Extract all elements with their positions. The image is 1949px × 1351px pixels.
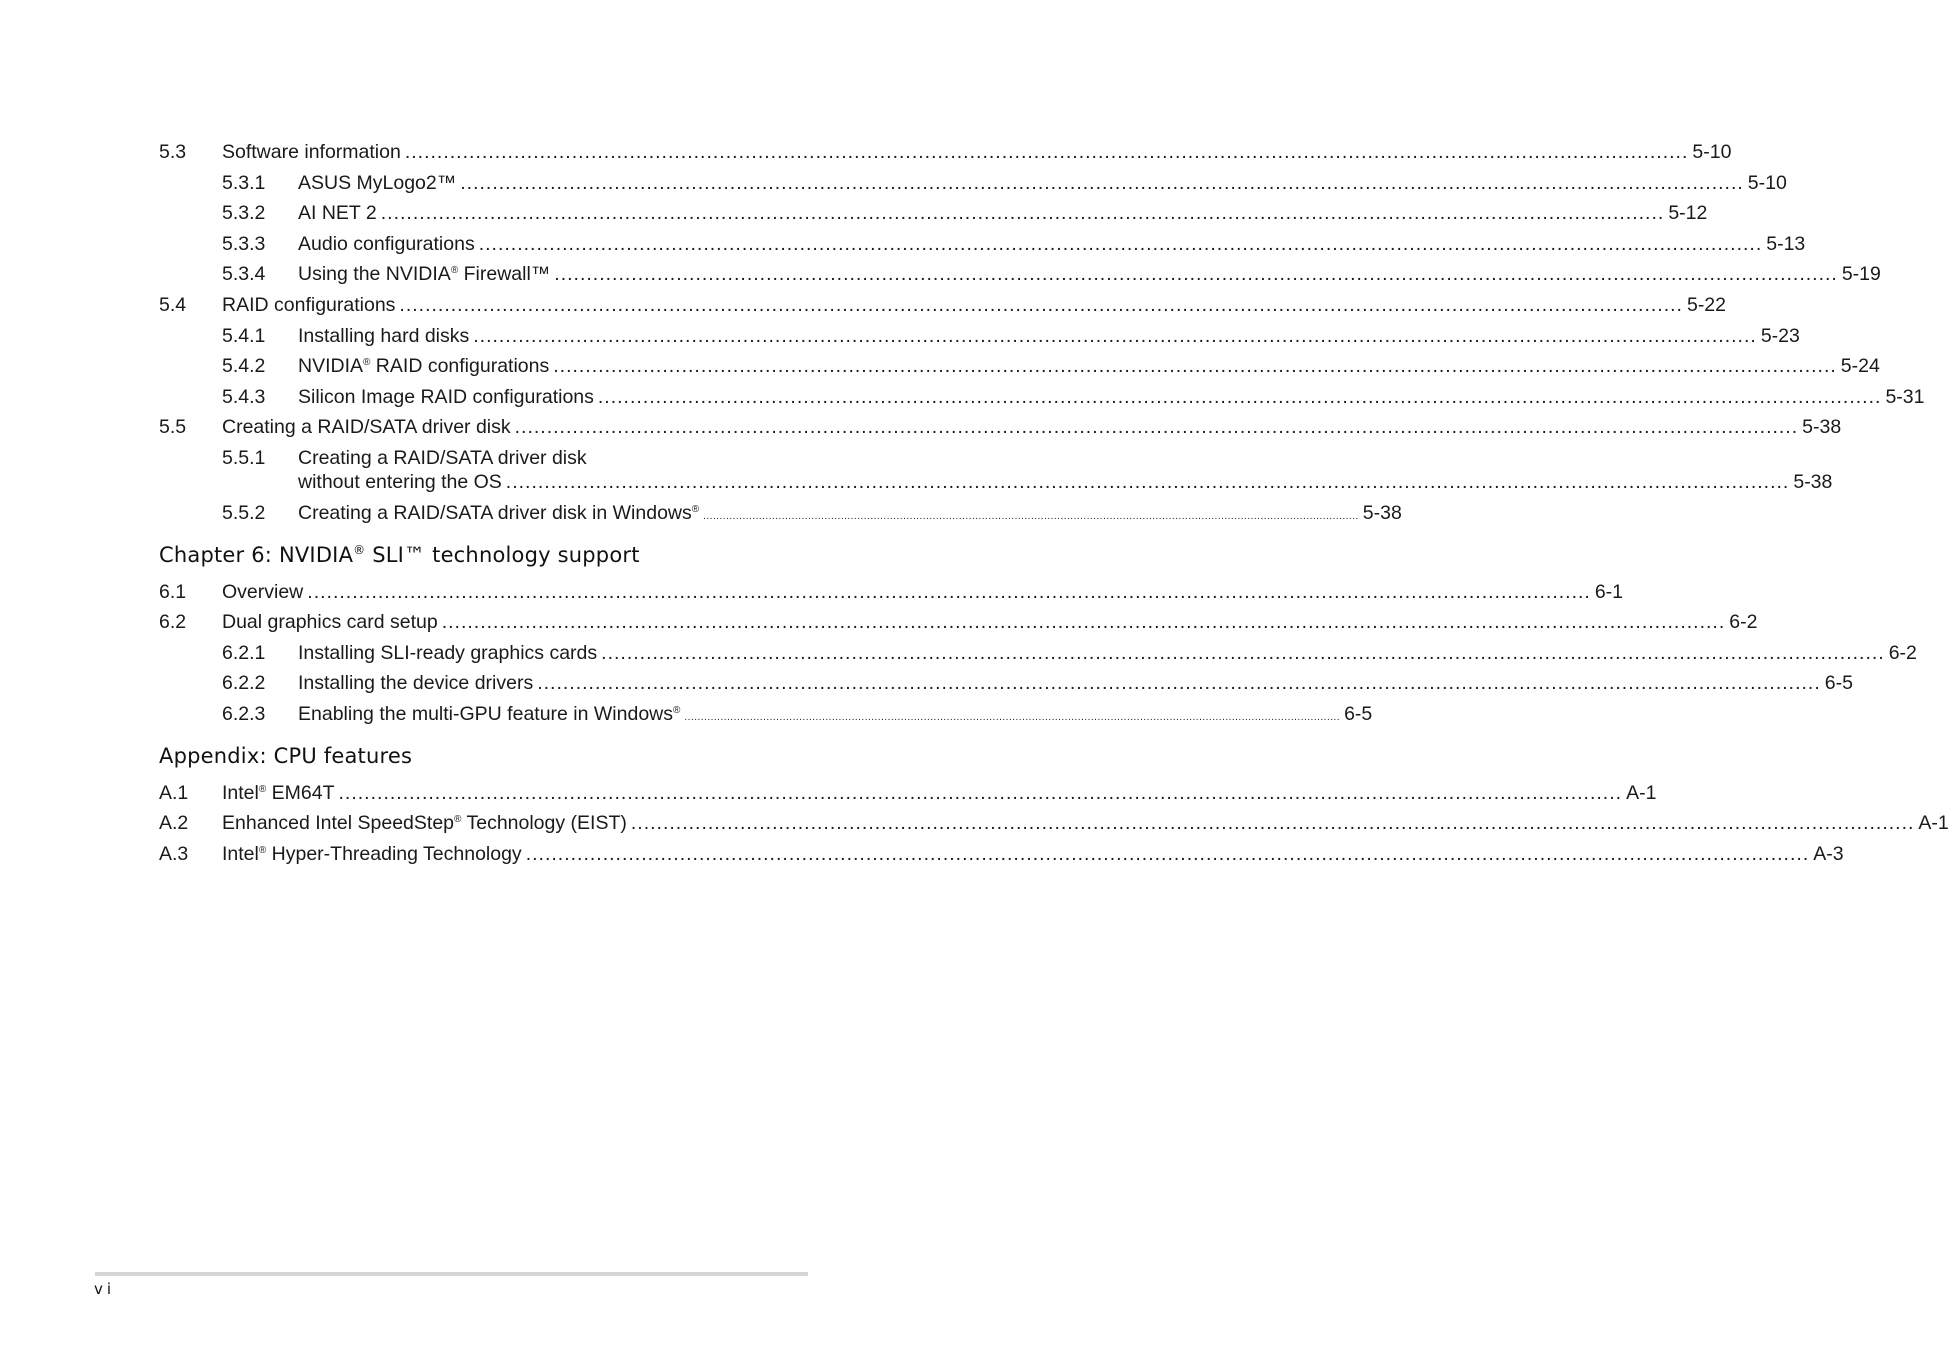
dot-leader: ........................................................................................................................................................................................................ [537,672,1821,695]
entry-title-suffix: EM64T [266,781,335,804]
entry-title-suffix: Firewall™ [458,263,551,286]
entry-page-number: 6-2 [1888,641,1917,664]
toc-entry[interactable] [159,382,1925,413]
dot-leader: ........................................................................................................................................................................................................ [630,812,1915,835]
entry-number: A.3 [159,842,189,865]
entry-line [298,351,1880,382]
entry-line [222,577,1624,608]
entry-page-number: 5-22 [1686,293,1726,316]
entry-title-text: Silicon Image RAID configurations [298,385,594,408]
entry-line [298,699,1373,734]
entry-number: 6.2 [159,611,187,634]
entry-title [222,607,438,638]
entry-title-text: ASUS MyLogo2™ [298,171,457,194]
dot-leader: ........................................................................................................................................................................................................ [338,781,1623,804]
entry-number: A.2 [159,812,189,835]
toc-entry[interactable] [159,607,1758,638]
dot-leader: ........................................................................................................................................................................................................ [514,416,1799,439]
entry-line [298,668,1853,699]
entry-number: 5.4.3 [222,385,266,408]
entry-line [298,321,1800,352]
dot-leader: ........................................................................................................................................................................................................ [601,641,1885,664]
entry-page-number: 6-5 [1824,672,1853,695]
registered-mark: ® [363,357,371,369]
entry-title-text: Creating a RAID/SATA driver disk in Windows [298,501,692,524]
entry-title-text: Intel [222,781,259,804]
entry-page-number: 5-10 [1747,171,1787,194]
dot-leader: ........................................................................................................................................................................................................ [441,611,1726,634]
section-heading [159,730,776,778]
entry-title-text: without entering the OS [298,471,502,494]
entry-title-text: AI NET 2 [298,202,377,225]
entry-title [298,229,475,260]
dot-leader: ........................................................................................................................................................................................................ [404,141,1689,163]
registered-mark: ® [258,783,267,795]
entry-title-text: Software information [222,141,401,163]
entry-title-text: NVIDIA [298,355,364,378]
toc-entry[interactable] [159,412,1842,443]
entry-number: 6.2.1 [222,641,266,664]
entry-page-number: 6-2 [1729,611,1758,634]
toc-entry[interactable] [159,638,1917,669]
registered-mark: ® [454,814,462,826]
entry-line [298,168,1787,199]
entry-number: 5.4.1 [222,324,266,347]
entry-line [222,839,1844,870]
entry-line [222,607,1758,638]
entry-page-number: 5-10 [1692,141,1732,163]
toc-entry[interactable] [159,443,1833,498]
toc-entry[interactable] [159,351,1880,382]
table-of-contents [159,137,1949,869]
section-heading [159,529,776,577]
entry-title [298,467,502,498]
registered-mark: ® [673,704,681,716]
entry-title [298,259,550,290]
entry-number: 5.3.1 [222,171,266,194]
toc-entry[interactable] [159,137,1732,168]
registered-mark: ® [258,844,267,856]
dot-leader: ........................................................................................................................................................................................................ [473,324,1757,347]
entry-number: 6.1 [159,580,187,603]
dot-leader: ........................................................................................................................................................................................................ [553,355,1837,378]
entry-line [298,259,1881,290]
entry-number: 5.3.4 [222,263,266,286]
toc-entry[interactable] [159,168,1787,199]
toc-entry[interactable] [159,259,1881,290]
entry-title [222,577,303,608]
toc-entry[interactable] [159,498,1402,529]
entry-number: 5.4.2 [222,355,266,378]
entry-title [298,168,456,199]
page-number: vi [94,1280,116,1298]
entry-line [298,198,1708,229]
entry-number: 5.3 [159,141,187,163]
entry-line [298,467,1833,498]
entry-title-text: Audio configurations [298,232,475,255]
registered-mark: ® [691,503,700,515]
entry-title-text: Using the NVIDIA [298,263,451,286]
entry-title [222,778,335,809]
dot-leader: ........................................................................................................................................................................................................ [684,711,1341,723]
entry-title [298,699,680,730]
entry-title [298,498,699,529]
entry-title-text: Installing SLI-ready graphics cards [298,641,598,664]
entry-title-text: Dual graphics card setup [222,611,438,634]
entry-title [298,638,597,669]
entry-title [222,839,522,870]
section-heading-text: Chapter 6: NVIDIA [159,542,354,567]
toc-entry[interactable] [159,778,1657,809]
dot-leader: ........................................................................................................................................................................................................ [597,385,1882,408]
entry-line [222,412,1842,443]
entry-title [222,290,395,321]
entry-page-number: 5-38 [1362,501,1402,524]
dot-leader: ........................................................................................................................................................................................................ [554,263,1838,286]
section-heading-suffix: SLI™ technology support [365,542,640,567]
entry-line [298,498,1402,533]
entry-line [222,778,1657,809]
entry-title-suffix: Technology (EIST) [461,812,627,835]
entry-number: 5.3.2 [222,202,266,225]
toc-entry[interactable] [159,198,1708,229]
entry-title [298,198,377,229]
registered-mark: ® [353,542,366,557]
entry-title-text: RAID configurations [222,293,396,316]
section-heading-text: Appendix: CPU features [159,743,413,768]
entry-page-number: 5-38 [1793,471,1833,494]
entry-line [222,290,1726,321]
entry-title-suffix: Hyper-Threading Technology [266,842,522,865]
entry-title-text: Enabling the multi-GPU feature in Windows [298,702,674,725]
dot-leader: ........................................................................................................................................................................................................ [525,842,1810,865]
dot-leader: ........................................................................................................................................................................................................ [478,232,1763,255]
entry-line [222,808,1949,839]
dot-leader: ........................................................................................................................................................................................................ [307,580,1591,603]
entry-page-number: A-1 [1918,812,1949,835]
toc-entry[interactable] [159,808,1949,839]
entry-page-number: A-3 [1813,842,1844,865]
entry-title [298,668,533,699]
toc-entry[interactable] [159,577,1624,608]
entry-title [298,382,594,413]
entry-title-text: Overview [222,580,304,603]
toc-entry[interactable] [159,321,1800,352]
entry-title-text: Installing the device drivers [298,672,534,695]
entry-number: 6.2.3 [222,702,266,725]
entry-line [298,382,1925,413]
dot-leader: ........................................................................................................................................................................................................ [460,171,1744,194]
entry-number: 5.5 [159,416,187,439]
entry-page-number: 5-24 [1840,355,1880,378]
entry-page-number: 5-12 [1668,202,1708,225]
toc-entry[interactable] [159,699,1373,730]
entry-title [222,808,627,839]
toc-entry[interactable] [159,229,1806,260]
entry-title-suffix: RAID configurations [370,355,550,378]
entry-page-number: 6-1 [1594,580,1624,603]
dot-leader: ........................................................................................................................................................................................................ [380,202,1665,225]
entry-page-number: 5-13 [1766,232,1806,255]
entry-page-number: 5-23 [1760,324,1800,347]
dot-leader: ........................................................................................................................................................................................................ [505,471,1790,494]
entry-title [222,412,511,443]
entry-number: 5.4 [159,293,187,316]
entry-number: 5.5.1 [222,446,266,469]
entry-title [222,137,401,168]
entry-number: A.1 [159,781,189,804]
dot-leader: ........................................................................................................................................................................................................ [703,510,1359,522]
entry-page-number: 6-5 [1344,702,1373,725]
entry-number: 6.2.2 [222,672,266,695]
toc-entry[interactable] [159,668,1853,699]
entry-page-number: 5-31 [1885,385,1925,408]
registered-mark: ® [450,265,459,277]
dot-leader: ........................................................................................................................................................................................................ [399,293,1683,316]
entry-title-text: Intel [222,842,259,865]
footer-divider [95,1272,808,1276]
entry-number: 5.5.2 [222,501,266,524]
entry-title-text: Creating a RAID/SATA driver disk [222,416,511,439]
entry-title-line1: Creating a RAID/SATA driver disk [298,446,587,469]
entry-title [298,321,469,352]
toc-entry[interactable] [159,290,1726,321]
entry-number: 5.3.3 [222,232,266,255]
entry-page-number: A-1 [1626,781,1657,804]
entry-title-text: Installing hard disks [298,324,470,347]
entry-title [298,351,549,382]
entry-line [222,137,1732,168]
entry-page-number: 5-19 [1841,263,1881,286]
entry-line [298,638,1917,669]
entry-page-number: 5-38 [1802,416,1842,439]
entry-line [298,229,1806,260]
entry-title-text: Enhanced Intel SpeedStep [222,812,455,835]
toc-entry[interactable] [159,839,1844,870]
